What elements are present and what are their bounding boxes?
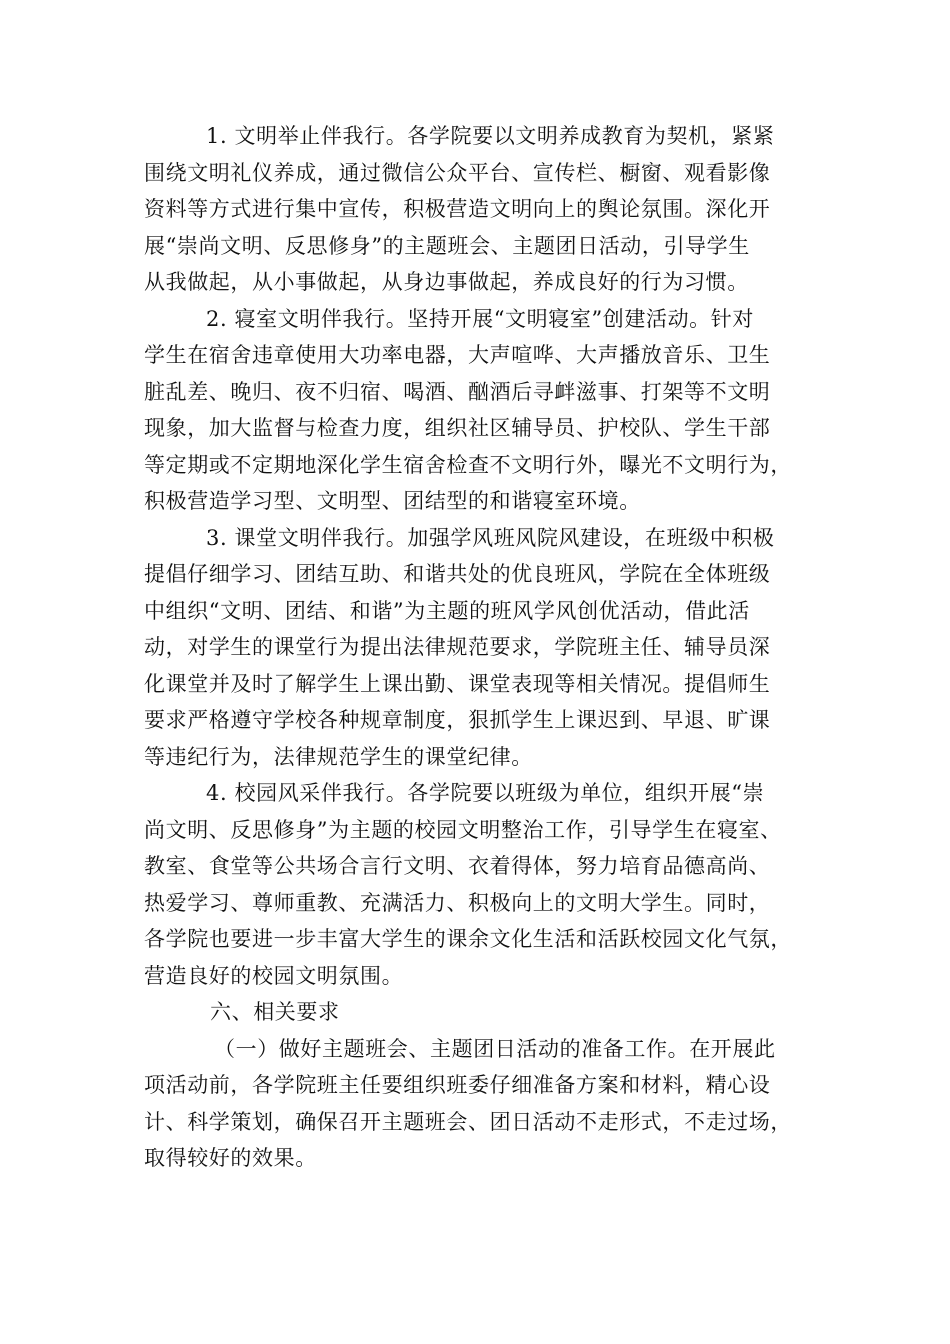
text-line: 展“崇尚文明、反思修身”的主题班会、主题团日活动，引导学生 (144, 233, 750, 258)
text-line: 取得较好的效果。 (144, 1146, 317, 1170)
text-line: 教室、食堂等公共场合言行文明、衣着得体，努力培育品德高尚、 (144, 854, 771, 878)
text-line: 热爱学习、尊师重教、充满活力、积极向上的文明大学生。同时， (144, 890, 771, 915)
text-line: （一）做好主题班会、主题团日活动的准备工作。在开展此 (214, 1036, 776, 1061)
paragraph-classroom-civility (144, 520, 828, 776)
text-line: 各学院也要进一步丰富大学生的课余文化生活和活跃校园文化气氛， (144, 927, 792, 951)
text-line: 从我做起，从小事做起，从身边事做起，养成良好的行为习惯。 (144, 270, 749, 294)
paragraph-preparation-work (144, 1031, 828, 1177)
text-line: 等违纪行为，法律规范学生的课堂纪律。 (144, 744, 533, 769)
text-line: 现象，加大监督与检查力度，组织社区辅导员、护校队、学生干部 (144, 416, 771, 440)
text-line: 中组织“文明、团结、和谐”为主题的班风学风创优活动，借此活 (144, 598, 750, 623)
text-line: 4. 校园风采伴我行。各学院要以班级为单位，组织开展“崇 (206, 781, 765, 805)
text-line: 积极营造学习型、文明型、团结型的和谐寝室环境。 (144, 489, 641, 513)
text-line: 脏乱差、晚归、夜不归宿、喝酒、酗酒后寻衅滋事、打架等不文明 (144, 379, 771, 404)
section-heading: 六、相关要求 (210, 1000, 340, 1024)
paragraph-campus-style (144, 775, 828, 994)
text-line: 学生在宿舍违章使用大功率电器，大声喧哗、大声播放音乐、卫生 (144, 343, 771, 367)
text-line: 资料等方式进行集中宣传，积极营造文明向上的舆论氛围。深化开 (144, 197, 771, 221)
text-line: 提倡仔细学习、团结互助、和谐共处的优良班风，学院在全体班级 (144, 562, 771, 586)
paragraph-dormitory-civility (144, 301, 828, 520)
text-line: 1. 文明举止伴我行。各学院要以文明养成教育为契机，紧紧 (206, 124, 775, 148)
text-line: 动，对学生的课堂行为提出法律规范要求，学院班主任、辅导员深 (144, 635, 771, 659)
text-line: 要求严格遵守学校各种规章制度，狠抓学生上课迟到、早退、旷课 (144, 708, 771, 732)
paragraph-civilized-behavior (144, 118, 828, 301)
text-line: 等定期或不定期地深化学生宿舍检查不文明行外，曝光不文明行为， (144, 452, 792, 477)
text-line: 化课堂并及时了解学生上课出勤、课堂表现等相关情况。提倡师生 (144, 671, 771, 696)
text-line: 计、科学策划，确保召开主题班会、团日活动不走形式，不走过场， (144, 1109, 792, 1134)
text-line: 3. 课堂文明伴我行。加强学风班风院风建设，在班级中积极 (206, 525, 775, 550)
text-line: 项活动前，各学院班主任要组织班委仔细准备方案和材料，精心设 (144, 1073, 771, 1097)
text-line: 尚文明、反思修身”为主题的校园文明整治工作，引导学生在寝室、 (144, 817, 782, 842)
text-line: 围绕文明礼仪养成，通过微信公众平台、宣传栏、橱窗、观看影像 (144, 160, 771, 185)
text-line: 营造良好的校园文明氛围。 (144, 963, 404, 988)
text-line: 2. 寝室文明伴我行。坚持开展“文明寝室”创建活动。针对 (206, 306, 754, 331)
document-body (144, 118, 828, 1177)
section-heading-requirements (144, 994, 828, 1031)
